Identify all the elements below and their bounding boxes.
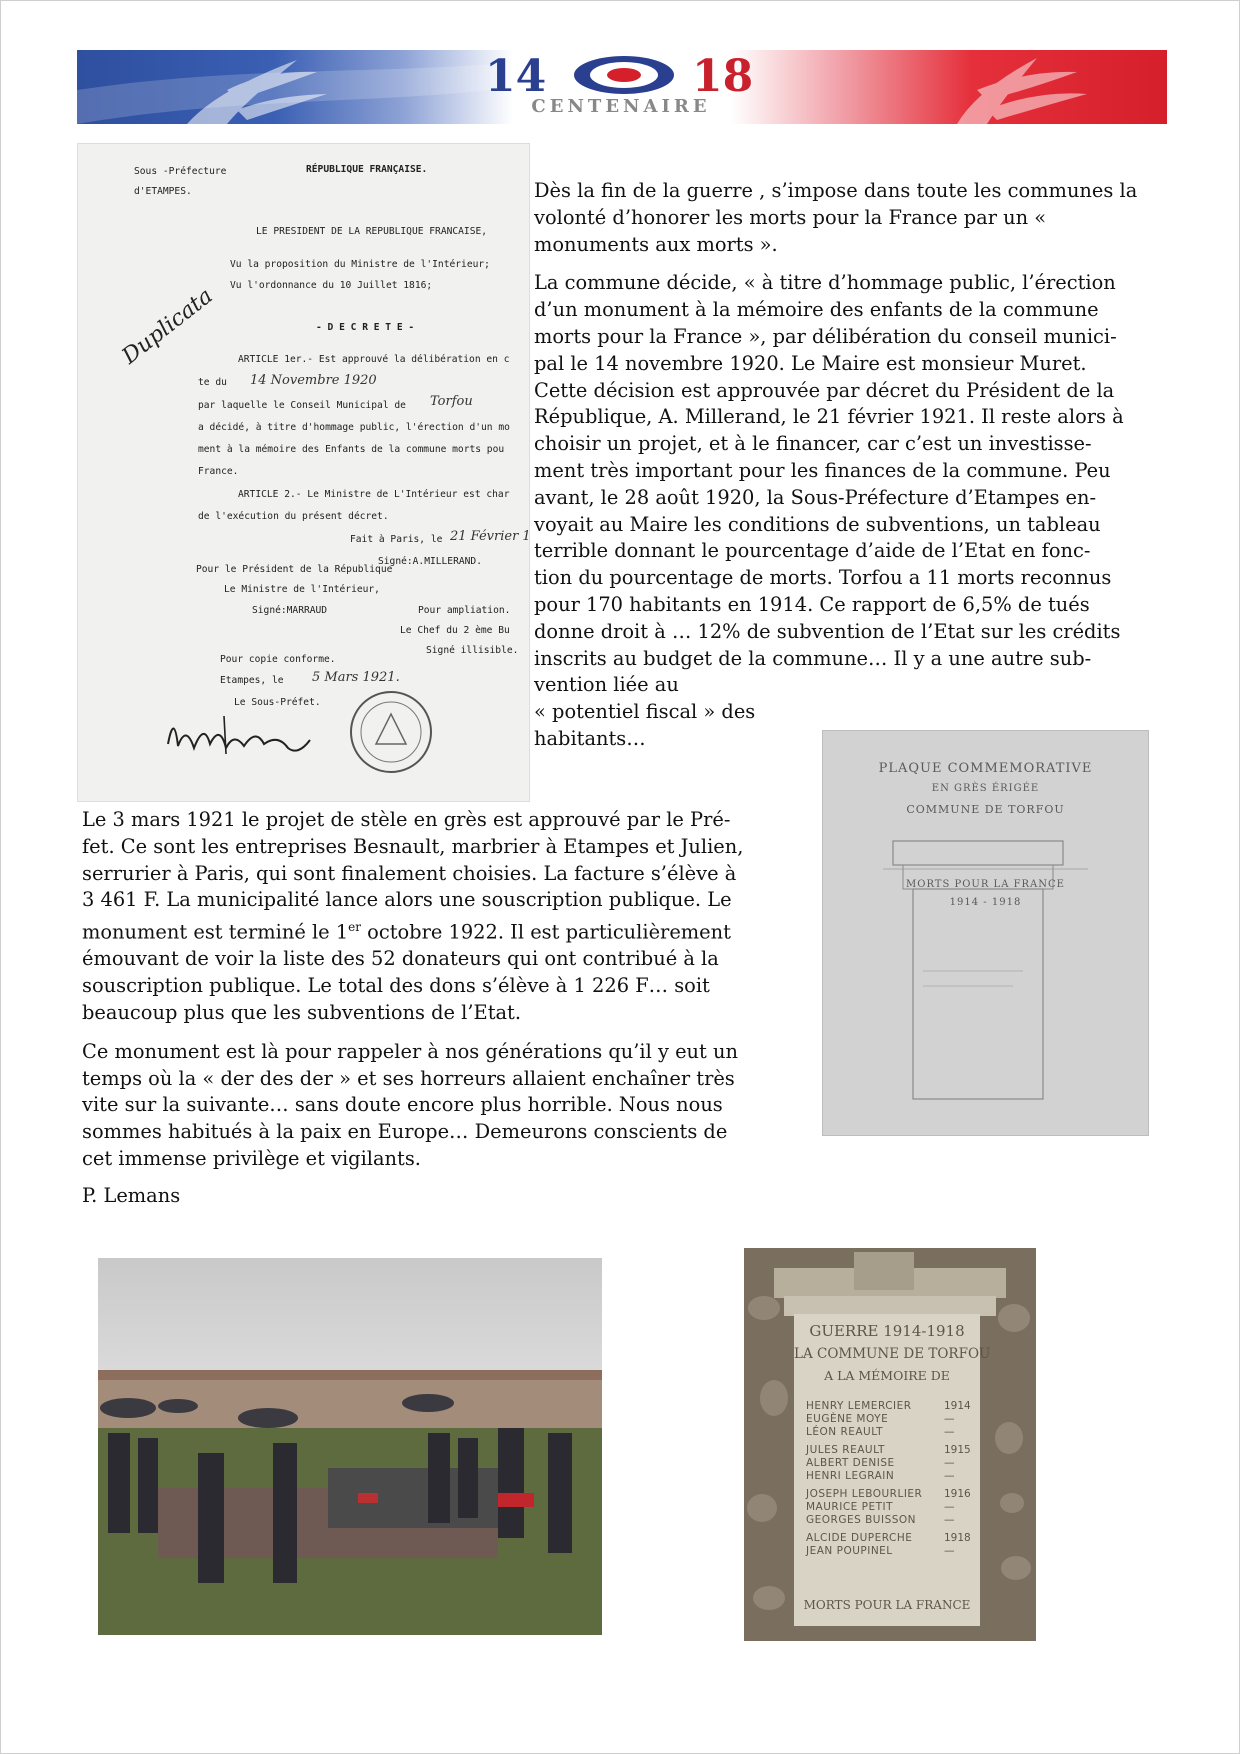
- decree-vu-1: Vu la proposition du Ministre de l'Intérieur;: [230, 259, 490, 270]
- stone-name: GEORGES BUISSON: [806, 1514, 917, 1526]
- p2-line: morts pour la France », par délibération du conseil munici-: [534, 324, 1117, 348]
- stone-year: —: [944, 1514, 955, 1526]
- decree-art1-1: ARTICLE 1er.- Est approuvé la délibération en c: [238, 354, 510, 365]
- stone-name: MAURICE PETIT: [806, 1501, 894, 1513]
- stone-name: LÉON REAULT: [806, 1426, 884, 1438]
- decree-header-left-2: d'ETAMPES.: [134, 186, 192, 197]
- decree-pour-president-3: Signé:MARRAUD: [252, 605, 328, 616]
- decree-copie-hand: 5 Mars 1921.: [312, 670, 400, 685]
- decree-header-left-1: Sous -Préfecture: [134, 166, 227, 177]
- stone-name: ALCIDE DUPERCHE: [806, 1532, 913, 1544]
- decree-fait: Fait à Paris, le: [350, 534, 443, 545]
- plaque-stele-outline: [823, 731, 1148, 1135]
- p3-line: Le 3 mars 1921 le projet de stèle en grès est approuvé par le Pré-: [82, 808, 731, 831]
- decree-document: [77, 143, 530, 802]
- decree-fait-hand: 21 Février 1: [450, 529, 531, 544]
- p3-line: souscription publique. Le total des dons s’élève à 1 226 F… soit: [82, 974, 710, 998]
- p2-line: inscrits au budget de la commune… Il y a une autre sub-: [534, 646, 1092, 670]
- plaque-drawing-stele-2: 1914 - 1918: [949, 897, 1022, 908]
- stone-title: GUERRE 1914-1918: [809, 1322, 965, 1340]
- decree-copie-1: Pour copie conforme.: [220, 654, 336, 665]
- monument-plaque-photo: [744, 1248, 1036, 1641]
- decree-art1-2: te du: [198, 377, 227, 388]
- article-author: P. Lemans: [82, 1184, 181, 1207]
- centenaire-banner: [77, 50, 1167, 124]
- decree-copie-2: Etampes, le: [220, 675, 284, 686]
- p2-line: choisir un projet, et à le financer, car c’est un investisse-: [534, 432, 1092, 456]
- p2-line: pal le 14 novembre 1920. Le Maire est monsieur Muret.: [534, 351, 1087, 375]
- p2-line: « potentiel fiscal » des: [534, 700, 756, 724]
- decree-ampliation-2: Le Chef du 2 ème Bu: [400, 625, 510, 636]
- decree-pour-president-1: Pour le Président de la République: [196, 564, 393, 575]
- p4-line: sommes habitués à la paix en Europe… Demeurons conscients de: [82, 1120, 728, 1144]
- decree-vu-2: Vu l'ordonnance du 10 Juillet 1816;: [230, 280, 433, 291]
- p3-line: fet. Ce sont les entreprises Besnault, marbrier à Etampes et Julien,: [82, 834, 744, 858]
- plaque-drawing-title-3: COMMUNE DE TORFOU: [906, 803, 1065, 816]
- p2-line: d’un monument à la mémoire des enfants de la commune: [534, 298, 1099, 322]
- stone-year: —: [944, 1457, 955, 1469]
- stone-year: —: [944, 1501, 955, 1513]
- p2-line: tion du pourcentage de morts. Torfou a 11 morts reconnus: [534, 566, 1112, 590]
- p2-line: terrible donnant le pourcentage d’aide de l’Etat en fonc-: [534, 539, 1091, 563]
- decree-pour-president-2: Le Ministre de l'Intérieur,: [224, 584, 380, 595]
- p2-line: donne droit à … 12% de subvention de l’Etat sur les crédits: [534, 619, 1121, 643]
- p4-line: vite sur la suivante… sans doute encore plus horrible. Nous nous: [82, 1093, 723, 1117]
- decree-art1-date-hand: 14 Novembre 1920: [250, 373, 377, 388]
- article-paragraph-1: Dès la fin de la guerre , s’impose dans toute les communes la volonté d’honorer les morts pour la France par un « monuments aux morts ».: [534, 179, 1138, 256]
- centenaire-logo: [77, 50, 1167, 124]
- cemetery-scene: [98, 1258, 602, 1635]
- p2-line: La commune décide, « à titre d’hommage public, l’érection: [534, 271, 1116, 295]
- stone-year: 1914: [944, 1400, 971, 1412]
- plaque-drawing-stele-1: MORTS POUR LA FRANCE: [906, 879, 1065, 890]
- logo-right-number: 18: [692, 51, 754, 102]
- p3-line: octobre 1922. Il est particulièrement: [361, 920, 731, 944]
- p2-line: avant, le 28 août 1920, la Sous-Préfecture d’Etampes en-: [534, 485, 1097, 509]
- stone-name: JOSEPH LEBOURLIER: [806, 1488, 923, 1500]
- stone-name: HENRY LEMERCIER: [806, 1400, 912, 1412]
- stone-name: JEAN POUPINEL: [806, 1545, 893, 1557]
- decree-art1-3: par laquelle le Conseil Municipal de: [198, 400, 406, 411]
- stone-year: —: [944, 1426, 955, 1438]
- p4-line: cet immense privilège et vigilants.: [82, 1147, 421, 1171]
- stone-memoire: A LA MÉMOIRE DE: [824, 1368, 950, 1383]
- signature-scribble: [164, 704, 314, 764]
- stone-year: 1915: [944, 1444, 971, 1456]
- stone-name: JULES REAULT: [806, 1444, 885, 1456]
- p3-line: serrurier à Paris, qui sont finalement choisies. La facture s’élève à: [82, 861, 737, 885]
- decree-title: LE PRESIDENT DE LA REPUBLIQUE FRANCAISE,: [256, 226, 488, 237]
- stone-year: 1918: [944, 1532, 971, 1544]
- p4-line: temps où la « der des der » et ses horreurs allaient enchaîner très: [82, 1066, 735, 1090]
- p3-line: monument est terminé le 1: [82, 920, 349, 944]
- decree-signe-millerand: Signé:A.MILLERAND.: [378, 556, 482, 567]
- article-left-column: [82, 807, 782, 1185]
- decree-copie-3: Le Sous-Préfet.: [234, 697, 321, 708]
- p2-line: Cette décision est approuvée par décret du Président de la: [534, 378, 1115, 402]
- stone-year: —: [944, 1470, 955, 1482]
- p2-line: voyait au Maire les conditions de subventions, un tableau: [534, 512, 1101, 536]
- cemetery-ceremony-photo: [98, 1258, 602, 1635]
- p2-line: habitants…: [534, 726, 646, 750]
- article-right-column: [534, 178, 1166, 765]
- decree-decrete: - D E C R E T E -: [316, 322, 415, 333]
- article-paragraph-4: [82, 1039, 782, 1173]
- logo-left-number: 14: [485, 51, 547, 102]
- stone-year: —: [944, 1545, 955, 1557]
- article-paragraph-3: [82, 807, 782, 1027]
- p2-line: République, A. Millerand, le 21 février 1921. Il reste alors à: [534, 405, 1124, 429]
- article-paragraph-2: [534, 270, 1166, 752]
- decree-art1-4: a décidé, à titre d'hommage public, l'érection d'un mo: [198, 422, 510, 433]
- stone-footer: MORTS POUR LA FRANCE: [803, 1598, 971, 1612]
- decree-art2-1: ARTICLE 2.- Le Ministre de L'Intérieur est char: [238, 489, 510, 500]
- p3-line: 3 461 F. La municipalité lance alors une souscription publique. Le: [82, 888, 732, 912]
- plaque-drawing: [822, 730, 1149, 1136]
- logo-subtitle: CENTENAIRE: [531, 96, 711, 117]
- stone-name: HENRI LEGRAIN: [806, 1470, 895, 1482]
- decree-art1-5: ment à la mémoire des Enfants de la commune morts pou: [198, 444, 505, 455]
- p3-line: émouvant de voir la liste des 52 donateurs qui ont contribué à la: [82, 947, 719, 971]
- decree-header-right: RÉPUBLIQUE FRANÇAISE.: [306, 164, 428, 175]
- p3-line: beaucoup plus que les subventions de l’Etat.: [82, 1001, 522, 1025]
- decree-art2-2: de l'exécution du présent décret.: [198, 511, 389, 522]
- stone-year: —: [944, 1413, 955, 1425]
- p2-line: vention liée au: [534, 673, 679, 697]
- ordinal-superscript: er: [348, 920, 362, 935]
- plaque-drawing-title-2: EN GRÈS ÉRIGÉE: [931, 783, 1040, 794]
- plaque-drawing-title-1: PLAQUE COMMEMORATIVE: [878, 761, 1093, 776]
- decree-ampliation-3: Signé illisible.: [426, 645, 519, 656]
- stone-name: EUGÈNE MOYE: [806, 1413, 889, 1425]
- p2-line: ment très important pour les finances de la commune. Peu: [534, 458, 1111, 482]
- stone-plaque-face: [794, 1314, 991, 1626]
- stone-year: 1916: [944, 1488, 971, 1500]
- p4-line: Ce monument est là pour rappeler à nos générations qu’il y eut un: [82, 1039, 738, 1063]
- decree-ampliation-1: Pour ampliation.: [418, 605, 511, 616]
- official-stamp: [348, 689, 434, 775]
- p2-line: pour 170 habitants en 1914. Ce rapport de 6,5% de tués: [534, 592, 1090, 616]
- stone-commune: LA COMMUNE DE TORFOU: [794, 1346, 991, 1362]
- decree-art1-commune-hand: Torfou: [430, 394, 473, 409]
- duplicata-mark: Duplicata: [117, 283, 218, 370]
- decree-art1-6: France.: [198, 466, 239, 477]
- cocarde-icon: [571, 54, 677, 96]
- stone-name: ALBERT DENISE: [806, 1457, 895, 1469]
